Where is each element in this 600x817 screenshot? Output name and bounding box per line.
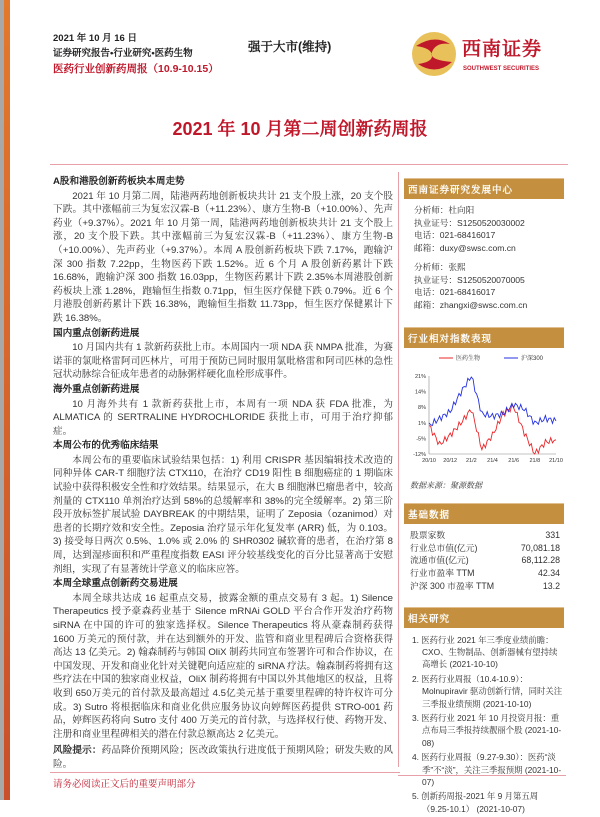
basic-data-label: 股票家数: [410, 530, 446, 540]
basic-data-row: [410, 529, 560, 542]
footer-divider: [398, 775, 566, 776]
related-research-list: [404, 628, 564, 816]
analyst-email[interactable]: 邮箱：zhangxi@swsc.com.cn: [414, 299, 528, 310]
basic-data-value: 70,081.18: [520, 542, 560, 553]
section-heading: 本周全球重点创新药交易进展: [53, 578, 178, 590]
basic-data-header: 基础数据: [404, 503, 564, 524]
main-content: [53, 174, 393, 772]
footer-note: 请务必阅读正文后的重要声明部分: [53, 779, 196, 790]
basic-data-row: [410, 567, 560, 580]
basic-data-label: 沪深 300 市盈率 TTM: [410, 580, 495, 591]
basic-data-value: 42.34: [537, 568, 560, 579]
x-tick-label: 21/10: [549, 458, 563, 464]
basic-data-value: 68,112.28: [521, 555, 560, 566]
index-chart: [404, 348, 564, 478]
report-meta: [53, 31, 219, 77]
basic-data-value: 331: [545, 530, 560, 540]
divider: [50, 164, 568, 165]
section-text: 本周公布的重要临床试验结果包括：1) 利用 CRISPR 基因编辑技术改造的同种异体 CAR-T 细胞疗法 CTX110，在治疗 CD19 阳性 B 细胞癌症的 1 期临床试验中获得积极安全性和疗效结果。结果显示，在大 B 细胞淋巴瘤患者中，较高剂量的 CTX110 单剂治疗达到 58%的总缓解率和 38%的完全缓解率。2) 第三阶段开放标签扩展试验 DAYBREAK 的中期结果，证明了 Zeposia（ozanimod）对患者的长期疗效和安全性。Zeposia 治疗显示年化复发率 (ARR) 低，为 0.103。3) 接受每日两次 0.5%、1.0% 或 2.0% 的 SHR0302 碱软膏的患者，在治疗第 8 周，达到湿疹面积和严重程度指数 EASI 评分较基线变化的百分比显著高于安慰剂组，实现了有显著统计学意义的临床应答。: [53, 454, 393, 575]
related-item[interactable]: 4. 医药行业周报（9.27-9.30）：医药“淡季”不“淡”，关注三季报预期 (2021-10-07): [412, 752, 562, 787]
y-tick-label: -5%: [416, 436, 426, 443]
x-tick-label: 21/4: [487, 458, 498, 464]
basic-data-row: [410, 580, 560, 593]
y-tick-label: 21%: [414, 374, 426, 380]
y-tick-label: 1%: [418, 420, 426, 427]
basic-data-table: [410, 529, 560, 593]
chart-header: 行业相对指数表现: [404, 327, 564, 348]
section-heading: 海外重点创新药进展: [53, 383, 140, 395]
section-text: 10 月国内共有 1 款新药获批上市。本周国内一项 NDA 获 NMPA 批准，为赛诺菲的氯吡格雷阿司匹林片，可用于预防已同时服用氯吡格雷和阿司匹林的急性冠状动脉综合征成年患者的动脉粥样硬化血栓形成事件。: [53, 342, 393, 381]
y-tick-label: 14%: [414, 389, 426, 396]
section-heading: A股和港股创新药板块本周走势: [53, 176, 185, 187]
basic-data-label: 流通市值(亿元): [410, 555, 469, 566]
research-center-header: 西南证券研究发展中心: [404, 178, 564, 199]
y-tick-label: 8%: [418, 405, 426, 412]
x-tick-label: 21/8: [529, 458, 541, 464]
section-text: 本周全球共达成 16 起重点交易，披露金额的重点交易有 3 起。1) Silence Therapeutics 授予豪森药业基于 Silence mRNAi GOLD 平台合作开发治疗药物 siRNA 在中国的许可的独家选择权。Silence Therapeutics 将从豪森制药获得 1600 万美元的预付款，并在达到额外的开发、监管和商业里程碑后合资格获得高达 13 亿美元。2) 翰森制药与韩国 OliX 制药共同宣布签署许可和合作协议，在中国发现、开发和商业化针对关键靶向适应症的 siRNA 疗法。翰森制药将拥有这些疗法在中国的独家商业权益，OliX 制药将拥有中国以外其他地区的权益，且将收到 650万美元的首付款及最高超过 4.5亿美元基于重要里程碑的特许权许可分成。3) Sutro 将根据临床和商业化供应服务协议向婷辉医药提供 STRO-001 药品，婷辉医药将向 Sutro 支付 400 万美元的首付款，与选择权行使、药物开发、注册和商业里程碑相关的潜在付款总额高达 2 亿美元。: [53, 592, 393, 740]
section-heading: 本周公布的优秀临床结果: [53, 440, 159, 452]
related-item[interactable]: 1. 医药行业 2021 年三季度业绩前瞻：CXO、生物制品、创新器械有望持续高增长 (2021-10-10): [412, 634, 558, 670]
analyst-license: 执业证号：S1250520030002: [414, 217, 525, 228]
section-heading: 国内重点创新药进展: [53, 327, 140, 339]
analyst-name: 分析师：杜向阳: [414, 205, 475, 215]
report-series: 医药行业创新药周报（10.9-10.15）: [53, 63, 219, 75]
x-tick-label: 21/2: [465, 458, 477, 464]
x-tick-label: 20/12: [443, 458, 458, 464]
series-line-沪深300: [429, 377, 556, 425]
risk-label: 风险提示：: [53, 745, 102, 757]
chart-svg: [404, 348, 564, 478]
y-tick-label: -12%: [413, 452, 426, 458]
analyst-name: 分析师：张熙: [414, 262, 466, 272]
basic-data-value: 13.2: [542, 580, 560, 591]
legend-label: 医药生物: [456, 356, 481, 362]
chart-source: 数据来源：聚源数据: [410, 481, 482, 490]
footer-divider: [50, 772, 400, 773]
analyst-phone: 电话：021-68416017: [414, 230, 496, 240]
analyst-email[interactable]: 邮箱：duxy@swsc.com.cn: [414, 242, 516, 253]
risk-text: 药品降价预期风险；医改政策执行进度低于预期风险；研发失败的风险。: [53, 745, 394, 770]
report-category: 证券研究报告•行业研究•医药生物: [53, 48, 193, 59]
x-tick-label: 21/6: [508, 458, 520, 464]
related-item[interactable]: 5. 创新药周报-2021 年 9 月第五周（9.25-10.1） (2021-10-07): [412, 791, 539, 814]
analyst-phone: 电话：021-68416017: [414, 287, 496, 297]
x-tick-label: 20/10: [422, 458, 436, 464]
basic-data-row: [410, 542, 560, 555]
basic-data-label: 行业总市值(亿元): [410, 542, 478, 553]
report-date: 2021 年 10 月 16 日: [53, 33, 137, 44]
related-research-header: 相关研究: [404, 607, 564, 628]
logo-text: 西南证券: [462, 38, 543, 60]
risk-note: [53, 744, 393, 771]
sidebar: [404, 178, 564, 817]
related-item[interactable]: 3. 医药行业 2021 年 10 月投资月报：重点布局三季报持续靓丽个股 (2021-10-08): [412, 712, 562, 748]
analyst-card: [404, 199, 564, 311]
analyst-license: 执业证号：S1250520070005: [414, 274, 525, 285]
page-title: 2021 年 10 月第二周创新药周报: [172, 119, 428, 139]
section-text: 10 月海外共有 1 款新药获批上市，本周有一项 NDA 获 FDA 批准，为 ALMATICA 的 SERTRALINE HYDROCHLORIDE 获批上市，可用于治疗抑郁症。: [53, 398, 393, 437]
logo-subtext: SOUTHWEST SECURITIES: [463, 66, 540, 72]
rating: 强于大市(维持): [248, 40, 332, 54]
basic-data-label: 行业市盈率 TTM: [410, 568, 475, 579]
basic-data-row: [410, 554, 560, 567]
legend-label: 沪深300: [521, 356, 544, 362]
section-text: 2021 年 10 月第二周，陆港两药地创新板块共计 21 支个股上涨，20 支个股下跌。其中涨幅前三为复宏汉霖-B（+11.23%）、康方生物-B（+10.00%）、先声药业（+9.37%）。2021 年 10 月第一周，陆港两药地创新板块共计 21 支个股上涨，20 支个股下跌。其中涨幅前三为复宏汉霖-B（+11.23%）、康方生物-B（+10.00%）、先声药业（+9.37%）。本周 A 股创新药板块下跌 7.17%，跑输沪深 300 指数 7.22pp，生物医药下跌 1.52%。近 6 个月 A 股创新药累计下跌 16.68%，跑输沪深 300 指数 16.03pp，生物医药累计下跌 2.35%本周港股创新药板块上涨 1.28%，跑输恒生指数 0.71pp，恒生医疗保健下跌 0.79%。近 6 个月港股创新药累计下跌 16.38%，跑输恒生指数 11.73pp，恒生医疗保健累计下跌 16.38%。: [53, 190, 393, 324]
column-divider: [398, 172, 399, 767]
related-item[interactable]: 2. 医药行业周报（10.4-10.9）：Molnupiravir 驱动创新行情，同时关注三季报业绩预期 (2021-10-10): [412, 673, 563, 709]
